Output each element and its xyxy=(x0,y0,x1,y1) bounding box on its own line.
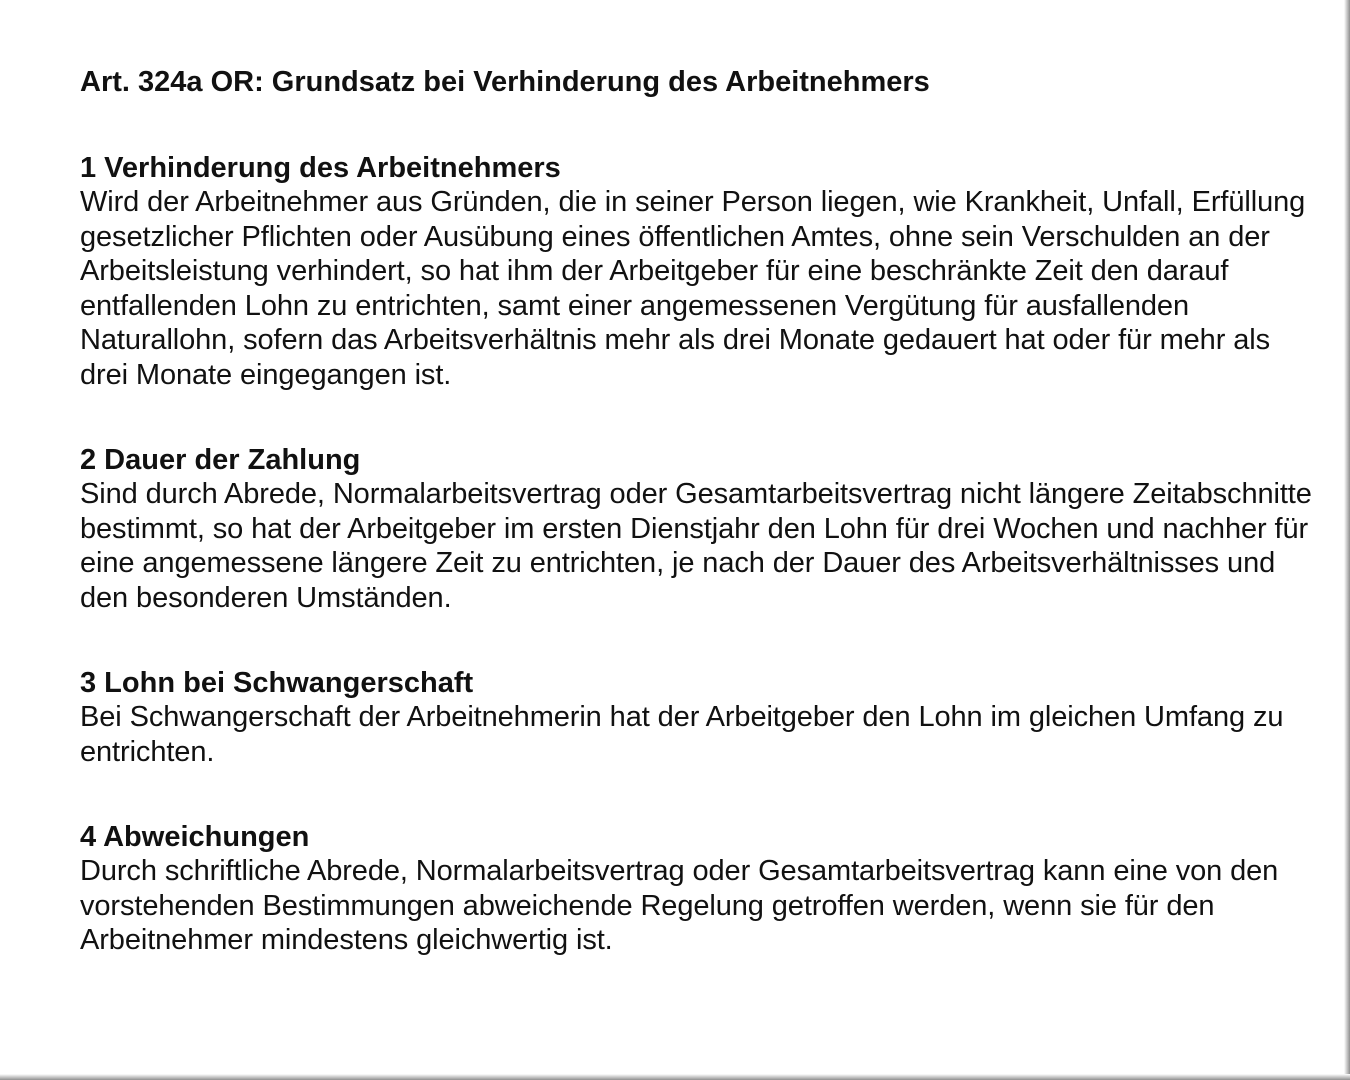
section-text: Sind durch Abrede, Normalarbeitsvertrag oder Gesamtarbeitsvertrag nicht längere Zeitabschnitte bestimmt, so hat der Arbeitgeber im ersten Dienstjahr den Lohn für drei Wochen und nachher für eine angemessene längere Zeit zu entrichten, je nach der Dauer des Arbeitsverhältnisses und den besonderen Umständen. xyxy=(80,478,1312,614)
section-text: Durch schriftliche Abrede, Normalarbeitsvertrag oder Gesamtarbeitsvertrag kann eine von den vorstehenden Bestimmungen abweichende Regelung getroffen werden, wenn sie für den Arbeitnehmer mindestens gleichwertig ist. xyxy=(80,855,1279,956)
section-verhinderung xyxy=(80,152,1320,392)
section-text: Wird der Arbeitnehmer aus Gründen, die in seiner Person liegen, wie Krankheit, Unfall, Erfüllung gesetzlicher Pflichten oder Ausübung eines öffentlichen Amtes, ohne sein Verschulden an der Arbeitsleistung verhindert, so hat ihm der Arbeitgeber für eine beschränkte Zeit den darauf entfallenden Lohn zu entrichten, samt einer angemessenen Vergütung für ausfallenden Naturallohn, sofern das Arbeitsverhältnis mehr als drei Monate gedauert hat oder für mehr als drei Monate eingegangen ist. xyxy=(80,186,1306,391)
section-dauer xyxy=(80,444,1320,615)
section-schwangerschaft xyxy=(80,667,1320,769)
document-content xyxy=(80,64,1320,1010)
section-heading: 1 Verhinderung des Arbeitnehmers xyxy=(80,152,561,184)
section-text: Bei Schwangerschaft der Arbeitnehmerin hat der Arbeitgeber den Lohn im gleichen Umfang zu entrichten. xyxy=(80,701,1284,768)
document-title: Art. 324a OR: Grundsatz bei Verhinderung des Arbeitnehmers xyxy=(80,66,930,98)
page-shadow-bottom xyxy=(0,1074,1350,1080)
page-shadow-right xyxy=(1344,0,1350,1080)
section-heading: 2 Dauer der Zahlung xyxy=(80,444,361,476)
section-abweichungen xyxy=(80,821,1320,958)
section-heading: 4 Abweichungen xyxy=(80,821,310,853)
section-heading: 3 Lohn bei Schwangerschaft xyxy=(80,667,474,699)
